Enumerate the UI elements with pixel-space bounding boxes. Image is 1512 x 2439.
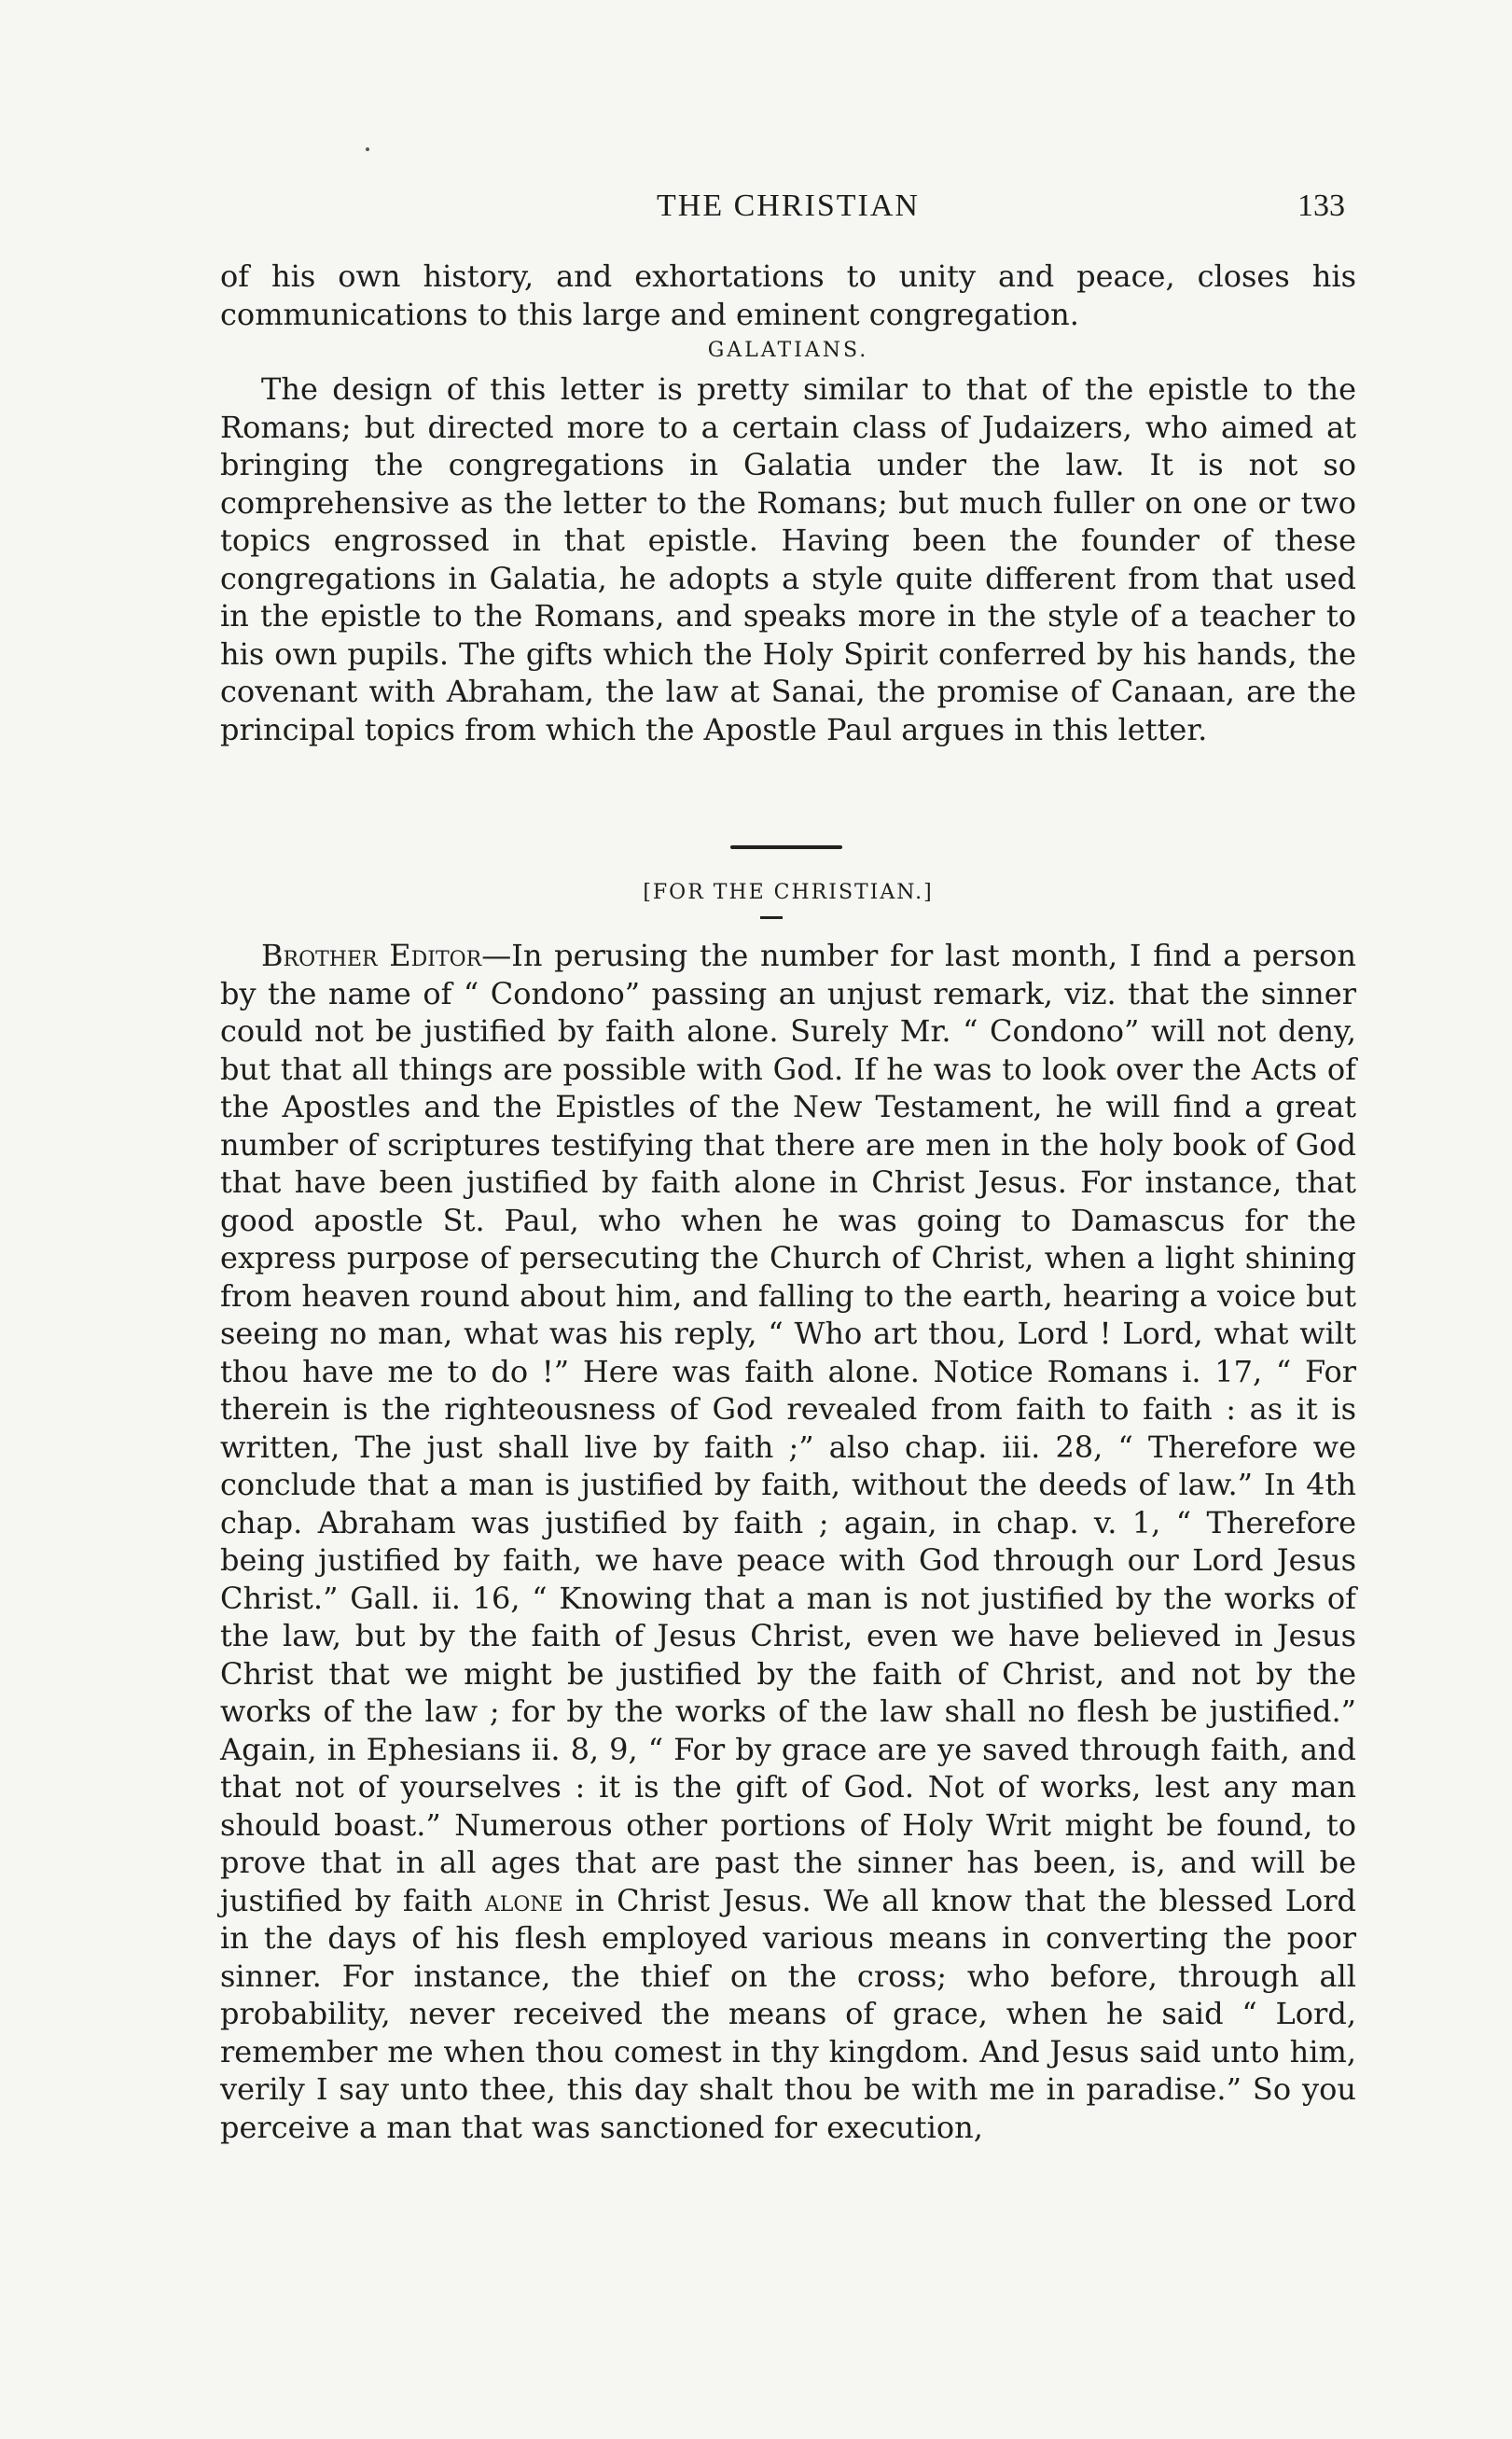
letter-text-block xyxy=(220,937,1356,2146)
running-title: THE CHRISTIAN xyxy=(657,188,920,223)
letter-emphasis: alone xyxy=(484,1882,563,1918)
page-speck xyxy=(366,147,369,151)
galatians-paragraph: The design of this letter is pretty similar to that of the epistle to the Romans; but directed more to a certain class of Judaizers, who aimed at bringing the congregations in Galatia under the law. It is not so comprehensive as the letter to the Romans; but much fuller on one or two topics engrossed in that epistle. Having been the founder of these congregations in Galatia, he adopts a style quite different from that used in the epistle to the Romans, and speaks more in the style of a teacher to his own pupils. The gifts which the Holy Spirit conferred by his hands, the covenant with Abraham, the law at Sanai, the promise of Canaan, are the principal topics from which the Apostle Paul argues in this letter. xyxy=(220,371,1356,747)
intro-paragraph: of his own history, and exhortations to unity and peace, closes his communications to this large and eminent congregation. xyxy=(220,258,1356,332)
byline-rule xyxy=(760,916,783,919)
letter-body-part2: in Christ Jesus. We all know that the blessed Lord in the days of his flesh employed various means in converting the poor sinner. For instance, the thief on the cross; who before, through all probability, never received the means of grace, when he said “ Lord, remember me when thou comest in thy kingdom. And Jesus said unto him, verily I say unto thee, this day shalt thou be with me in paradise.” So you perceive a man that was sanctioned for execution, xyxy=(220,1882,1357,2145)
letter-byline: [FOR THE CHRISTIAN.] xyxy=(643,881,934,904)
letter-paragraph xyxy=(220,937,1356,2146)
section-heading-galatians: GALATIANS. xyxy=(707,339,869,362)
upper-text-block xyxy=(220,258,1356,748)
letter-body-part1: —In perusing the number for last month, I find a person by the name of “ Condono” passing an unjust remark, viz. that the sinner could not be justified by faith alone. Surely Mr. “ Condono” will not deny, but that all things are possible with God. If he was to look over the Acts of the Apostles and the Epistles of the New Testament, he will find a great number of scriptures testifying that there are men in the holy book of God that have been justified by faith alone in Christ Jesus. For instance, that good apostle St. Paul, who when he was going to Damascus for the express purpose of persecuting the Church of Christ, when a light shining from heaven round about him, and falling to the earth, hearing a voice but seeing no man, what was his reply, “ Who art thou, Lord ! Lord, what wilt thou have me to do !” Here was faith alone. Notice Romans i. 17, “ For therein is the righteousness of God revealed from faith to faith : as it is written, The just shall live by faith ;” also chap. iii. 28, “ Therefore we conclude that a man is justified by faith, without the deeds of law.” In 4th chap. Abraham was justified by faith ; again, in chap. v. 1, “ Therefore being justified by faith, we have peace with God through our Lord Jesus Christ.” Gall. ii. 16, “ Knowing that a man is not justified by the works of the law, but by the faith of Jesus Christ, even we have believed in Jesus Christ that we might be justified by the faith of Christ, and not by the works of the law ; for by the works of the law shall no flesh be justified.” Again, in Ephesians ii. 8, 9, “ For by grace are ye saved through faith, and that not of yourselves : it is the gift of God. Not of works, lest any man should boast.” Numerous other portions of Holy Writ might be found, to prove that in all ages that are past the sinner has been, is, and will be justified by faith xyxy=(220,938,1356,1918)
page-number: 133 xyxy=(1297,188,1345,223)
running-head xyxy=(220,188,1356,226)
section-divider xyxy=(730,845,842,849)
letter-salutation: Brother Editor xyxy=(261,938,482,973)
